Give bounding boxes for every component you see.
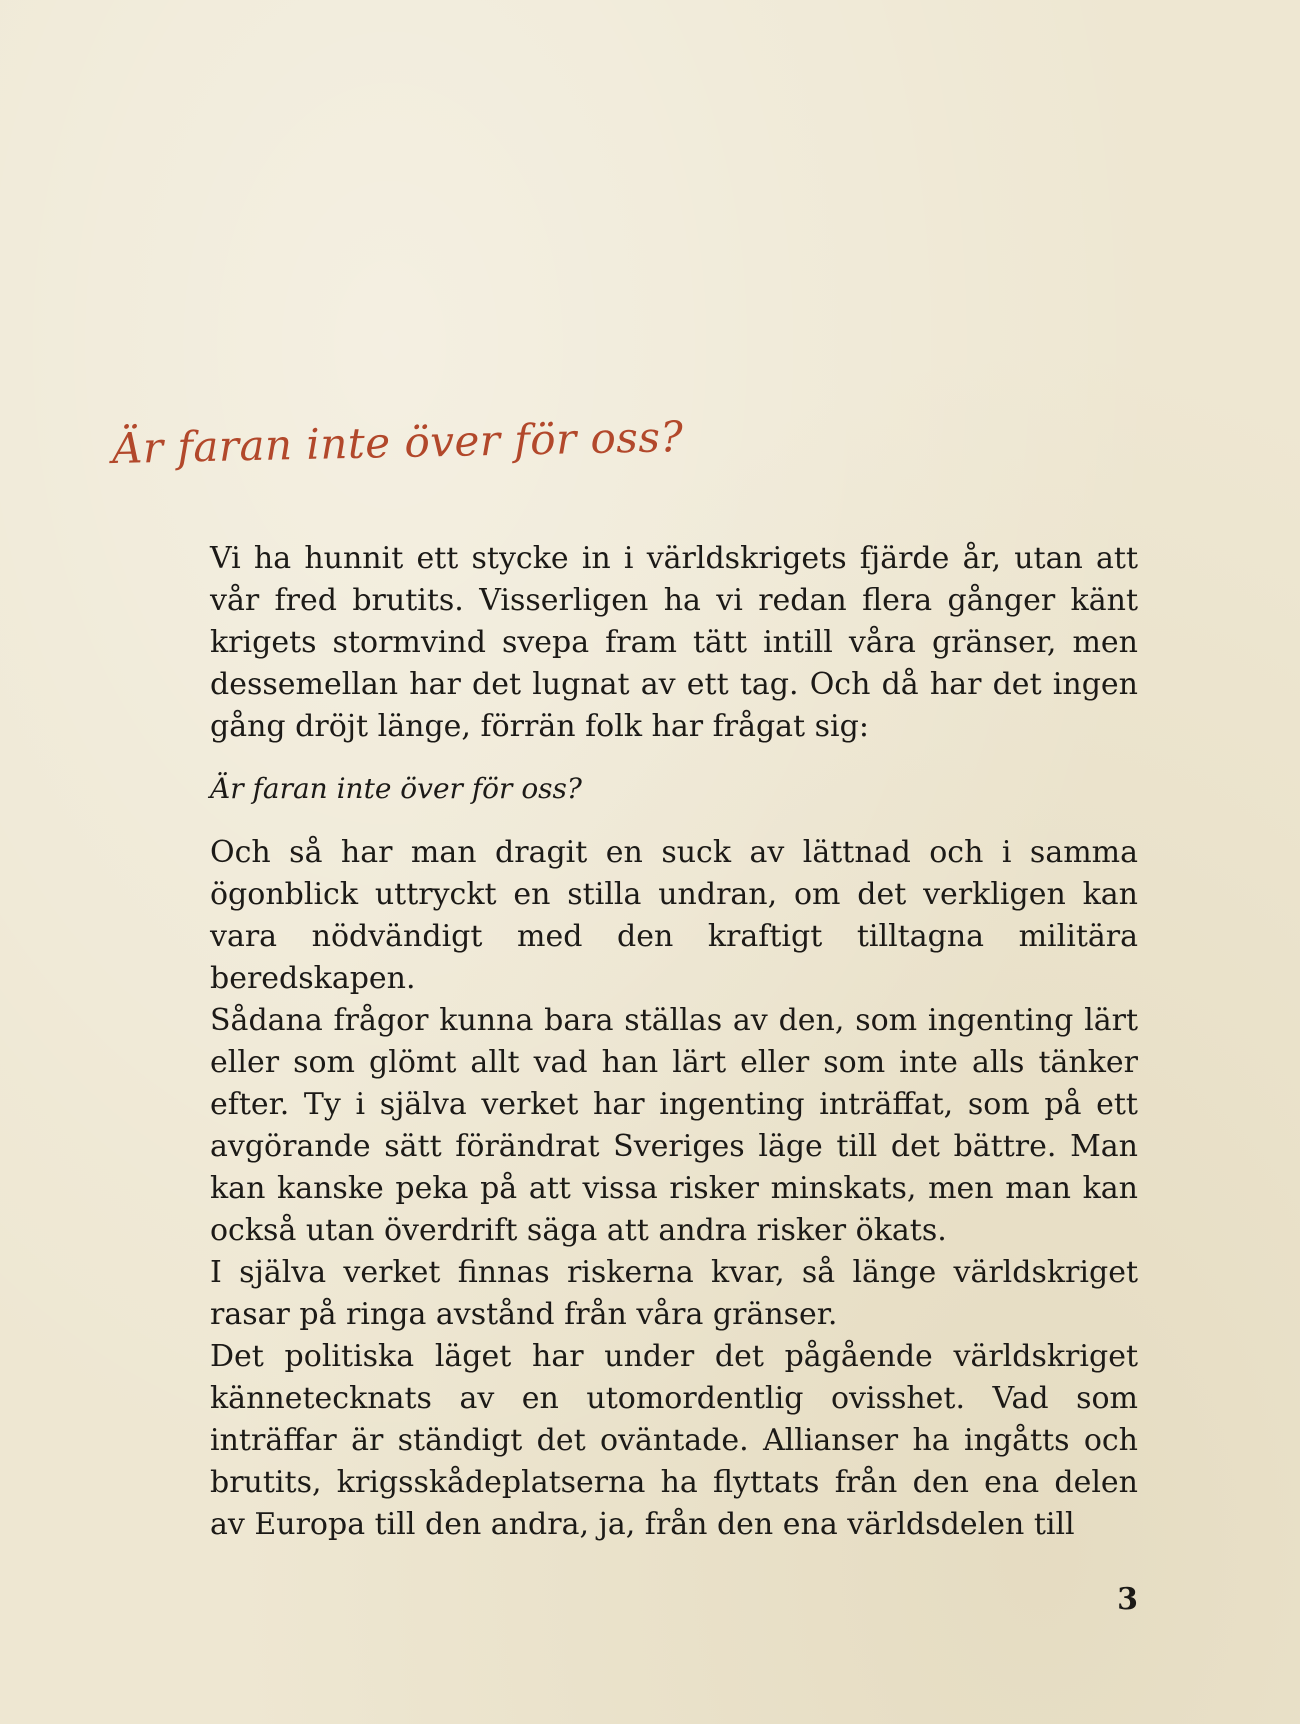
- paragraph-1: Vi ha hunnit ett stycke in i världskrigets fjärde år, utan att vår fred brutits. Visserligen ha vi redan flera gånger känt krigets stormvind svepa fram tätt intill våra gränser, men dessemellan har det lugnat av ett tag. Och då har det ingen gång dröjt länge, förrän folk har frågat sig:: [210, 541, 1138, 744]
- page-heading: Är faran inte över för oss?: [111, 412, 684, 473]
- paragraph-2: Och så har man dragit en suck av lättnad och i samma ögonblick uttryckt en stilla undran, om det verkligen kan vara nödvändigt med den kraftigt tilltagna militära beredskapen.: [210, 835, 1138, 996]
- paragraph-5: Det politiska läget har under det pågående världskriget kännetecknats av en utomordentlig ovisshet. Vad som inträffar är ständigt det oväntade. Allianser ha ingåtts och brutits, krigsskådeplatserna ha flyttats från den ena delen av Europa till den andra, ja, från den ena världsdelen till: [210, 1339, 1138, 1542]
- page-number: 3: [1117, 1582, 1138, 1617]
- subheading: Är faran inte över för oss?: [210, 772, 582, 805]
- paragraph-3: Sådana frågor kunna bara ställas av den, som ingenting lärt eller som glömt allt vad han lärt eller som inte alls tänker efter. Ty i själva verket har ingenting inträffat, som på ett avgörande sätt förändrat Sveriges läge till det bättre. Man kan kanske peka på att vissa risker minskats, men man kan också utan överdrift säga att andra risker ökats.: [210, 1003, 1138, 1248]
- paragraph-4: I själva verket finnas riskerna kvar, så länge världskriget rasar på ringa avstånd från våra gränser.: [210, 1255, 1138, 1332]
- body-text: [210, 538, 1138, 1546]
